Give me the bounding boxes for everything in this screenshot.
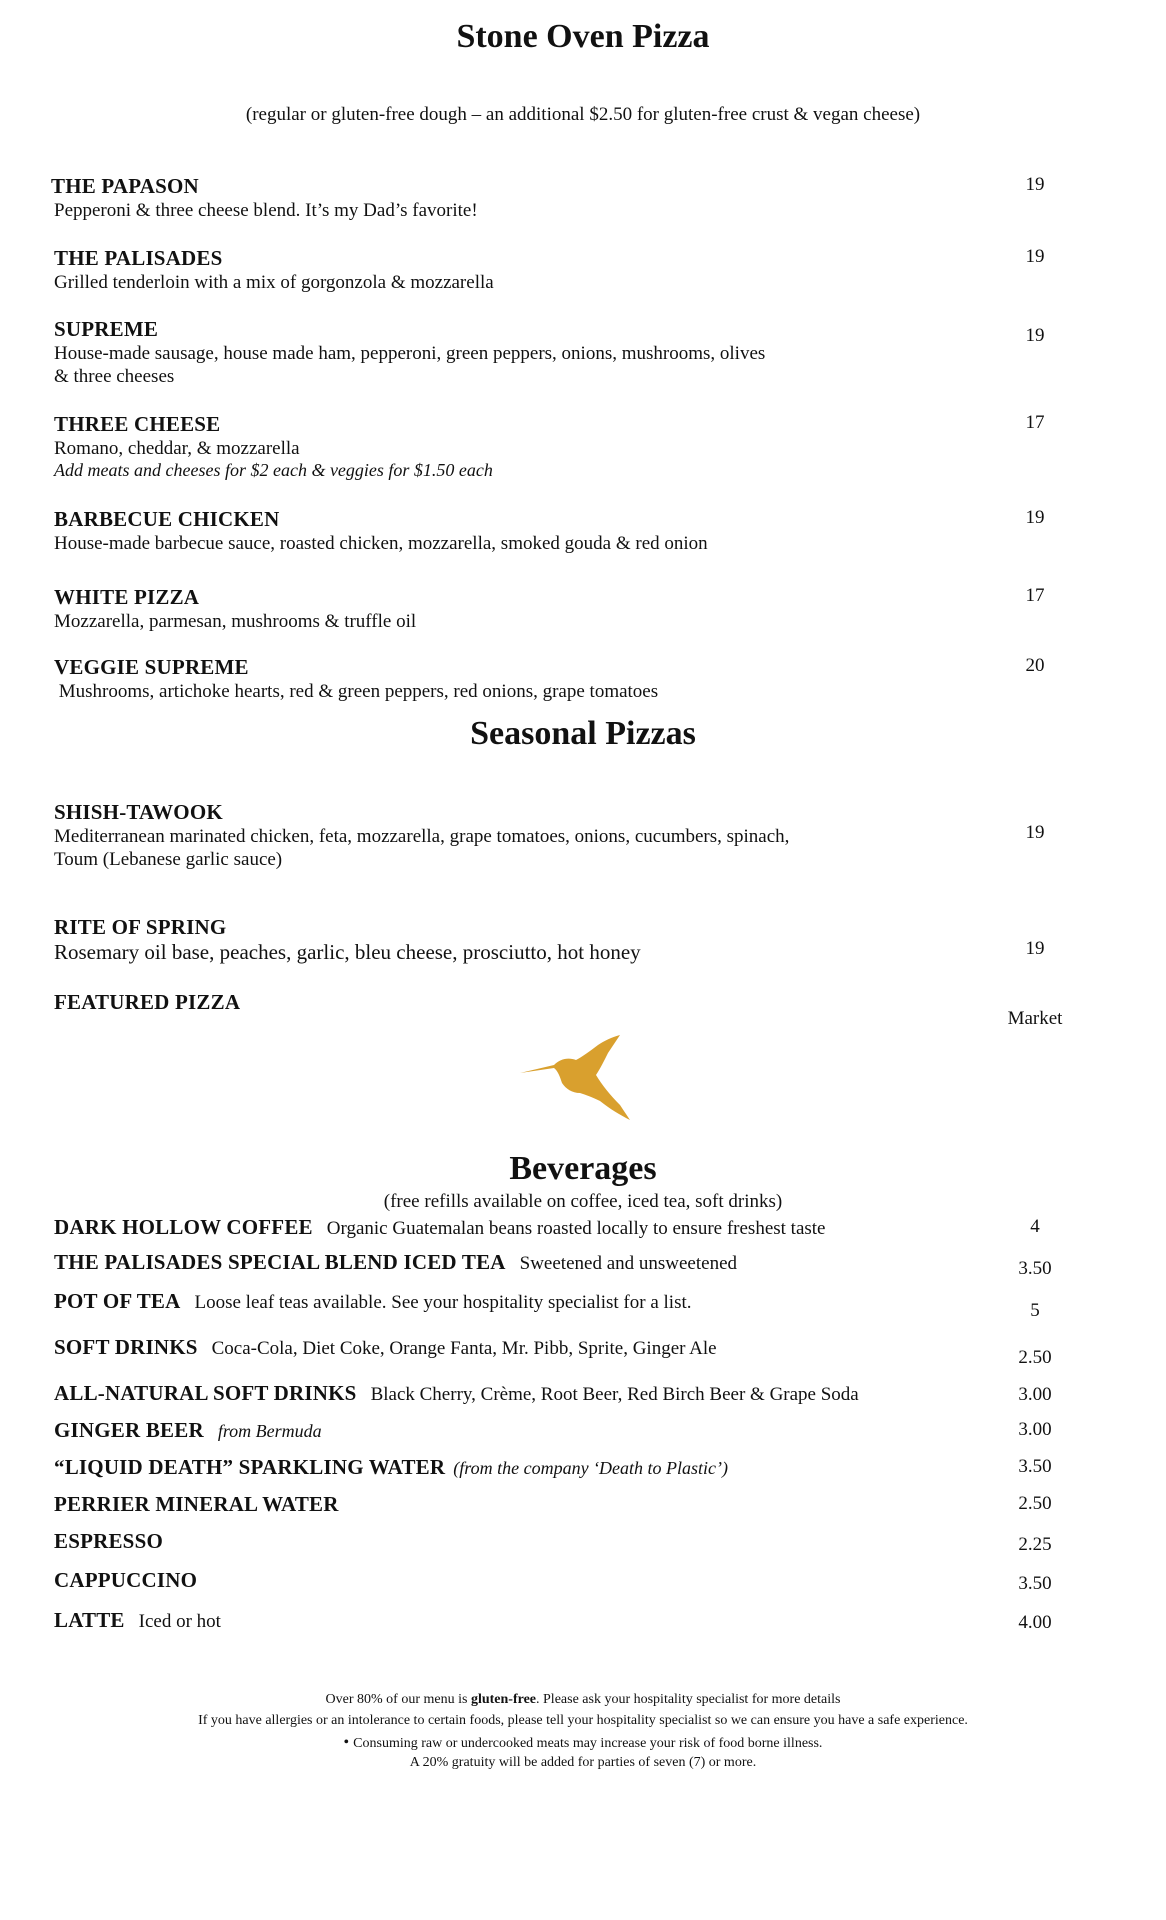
item-price: 20 bbox=[1025, 655, 1045, 676]
menu-item bbox=[54, 585, 954, 633]
beverage-description: Sweetened and unsweetened bbox=[519, 1253, 737, 1274]
menu-item bbox=[54, 915, 954, 965]
item-name: THREE CHEESE bbox=[54, 412, 221, 436]
item-description: Romano, cheddar, & mozzarella bbox=[54, 438, 300, 459]
item-description: Rosemary oil base, peaches, garlic, bleu cheese, prosciutto, hot honey bbox=[54, 940, 641, 964]
item-description: House-made sausage, house made ham, pepperoni, green peppers, onions, mushrooms, olives bbox=[54, 343, 766, 364]
beverage-price: 3.50 bbox=[1018, 1258, 1052, 1279]
menu-item bbox=[54, 412, 954, 481]
beverage-item bbox=[54, 1608, 984, 1633]
item-name: FEATURED PIZZA bbox=[54, 990, 241, 1014]
beverage-price: 3.00 bbox=[1018, 1384, 1052, 1405]
raw-meat-warning bbox=[0, 1734, 1166, 1752]
beverage-price: 2.25 bbox=[1018, 1534, 1052, 1555]
beverage-description: Black Cherry, Crème, Root Beer, Red Birch Beer & Grape Soda bbox=[370, 1384, 859, 1405]
item-price: 17 bbox=[1025, 412, 1045, 433]
item-addon-note: Add meats and cheeses for $2 each & veggies for $1.50 each bbox=[54, 460, 493, 480]
beverage-price: 3.50 bbox=[1018, 1573, 1052, 1594]
beverage-name: CAPPUCCINO bbox=[54, 1568, 198, 1592]
item-description: Grilled tenderloin with a mix of gorgonzola & mozzarella bbox=[54, 272, 494, 293]
menu-item bbox=[54, 507, 954, 555]
beverage-name: POT OF TEA bbox=[54, 1289, 181, 1313]
item-description-continued: & three cheeses bbox=[54, 366, 175, 387]
menu-item bbox=[54, 317, 954, 388]
beverage-description: (from the company ‘Death to Plastic’) bbox=[453, 1458, 729, 1478]
beverages-refill-note: (free refills available on coffee, iced tea, soft drinks) bbox=[383, 1191, 783, 1212]
beverage-description: Loose leaf teas available. See your hospitality specialist for a list. bbox=[194, 1292, 692, 1313]
beverage-description: Iced or hot bbox=[138, 1611, 221, 1632]
item-name: BARBECUE CHICKEN bbox=[54, 507, 280, 531]
item-name: SUPREME bbox=[54, 317, 159, 341]
menu-item bbox=[54, 246, 954, 294]
footer-text: Over 80% of our menu is bbox=[325, 1692, 471, 1707]
item-price: Market bbox=[1007, 1008, 1063, 1029]
beverage-item bbox=[54, 1455, 984, 1480]
beverage-item bbox=[54, 1381, 984, 1406]
beverage-item bbox=[54, 1215, 984, 1240]
item-price: 19 bbox=[1025, 325, 1045, 346]
beverage-price: 3.50 bbox=[1018, 1456, 1052, 1477]
beverage-name: GINGER BEER bbox=[54, 1418, 204, 1442]
item-name: THE PAPASON bbox=[51, 174, 199, 198]
beverage-description: from Bermuda bbox=[217, 1421, 322, 1441]
beverage-price: 4.00 bbox=[1018, 1612, 1052, 1633]
beverages-heading: Beverages bbox=[509, 1150, 657, 1187]
item-description: Mozzarella, parmesan, mushrooms & truffle oil bbox=[54, 611, 417, 632]
beverage-item bbox=[54, 1529, 984, 1554]
beverage-item bbox=[54, 1418, 984, 1443]
menu-item bbox=[54, 990, 954, 1015]
beverage-name: “LIQUID DEATH” SPARKLING WATER bbox=[54, 1455, 446, 1479]
beverage-name: SOFT DRINKS bbox=[54, 1335, 198, 1359]
beverage-price: 2.50 bbox=[1018, 1347, 1052, 1368]
item-name: VEGGIE SUPREME bbox=[54, 655, 249, 679]
item-price: 19 bbox=[1025, 246, 1045, 267]
page-title: Stone Oven Pizza bbox=[456, 18, 710, 55]
item-price: 17 bbox=[1025, 585, 1045, 606]
beverage-item bbox=[54, 1289, 984, 1314]
item-name: WHITE PIZZA bbox=[54, 585, 200, 609]
item-price: 19 bbox=[1025, 507, 1045, 528]
beverage-price: 2.50 bbox=[1018, 1493, 1052, 1514]
hummingbird-icon bbox=[520, 1035, 645, 1120]
item-price: 19 bbox=[1025, 822, 1045, 843]
item-description: Pepperoni & three cheese blend. It’s my Dad’s favorite! bbox=[54, 200, 478, 221]
beverage-item bbox=[54, 1250, 984, 1275]
item-price: 19 bbox=[1025, 174, 1045, 195]
beverage-item bbox=[54, 1492, 984, 1517]
item-description-continued: Toum (Lebanese garlic sauce) bbox=[54, 849, 283, 870]
seasonal-heading: Seasonal Pizzas bbox=[470, 715, 696, 752]
footer-text: . Please ask your hospitality specialist for more details bbox=[536, 1692, 841, 1707]
item-name: SHISH-TAWOOK bbox=[54, 800, 223, 824]
beverage-name: THE PALISADES SPECIAL BLEND ICED TEA bbox=[54, 1250, 506, 1274]
allergy-note: If you have allergies or an intolerance to certain foods, please tell your hospitality specialist so we can ensure you have a safe experience. bbox=[198, 1713, 968, 1728]
menu-item bbox=[54, 800, 954, 871]
beverage-name: PERRIER MINERAL WATER bbox=[54, 1492, 339, 1516]
item-name: THE PALISADES bbox=[54, 246, 223, 270]
beverage-price: 5 bbox=[1030, 1300, 1040, 1321]
footer-text: Consuming raw or undercooked meats may increase your risk of food borne illness. bbox=[353, 1736, 823, 1751]
gratuity-note: A 20% gratuity will be added for parties of seven (7) or more. bbox=[409, 1755, 757, 1770]
item-name: RITE OF SPRING bbox=[54, 915, 227, 939]
beverage-item bbox=[54, 1335, 984, 1360]
menu-item bbox=[54, 655, 954, 703]
hummingbird-shape bbox=[520, 1035, 630, 1120]
gluten-free-note bbox=[0, 1692, 1166, 1708]
item-price: 19 bbox=[1025, 938, 1045, 959]
beverage-item bbox=[54, 1568, 984, 1593]
item-description: House-made barbecue sauce, roasted chicken, mozzarella, smoked gouda & red onion bbox=[54, 533, 708, 554]
beverage-name: ESPRESSO bbox=[54, 1529, 163, 1553]
beverage-name: DARK HOLLOW COFFEE bbox=[54, 1215, 313, 1239]
beverage-price: 4 bbox=[1030, 1216, 1040, 1237]
beverage-price: 3.00 bbox=[1018, 1419, 1052, 1440]
beverage-name: ALL-NATURAL SOFT DRINKS bbox=[54, 1381, 357, 1405]
beverage-description: Organic Guatemalan beans roasted locally to ensure freshest taste bbox=[326, 1218, 826, 1239]
footer-bold-text: gluten-free bbox=[470, 1692, 537, 1707]
item-description: Mediterranean marinated chicken, feta, mozzarella, grape tomatoes, onions, cucumbers, spinach, bbox=[54, 826, 790, 847]
beverage-name: LATTE bbox=[54, 1608, 125, 1632]
beverage-description: Coca-Cola, Diet Coke, Orange Fanta, Mr. Pibb, Sprite, Ginger Ale bbox=[211, 1338, 717, 1359]
item-description: Mushrooms, artichoke hearts, red & green peppers, red onions, grape tomatoes bbox=[54, 681, 659, 702]
menu-item bbox=[51, 174, 954, 222]
bullet-icon: • bbox=[343, 1734, 354, 1751]
dough-note: (regular or gluten-free dough – an additional $2.50 for gluten-free crust & vegan cheese) bbox=[245, 104, 921, 125]
